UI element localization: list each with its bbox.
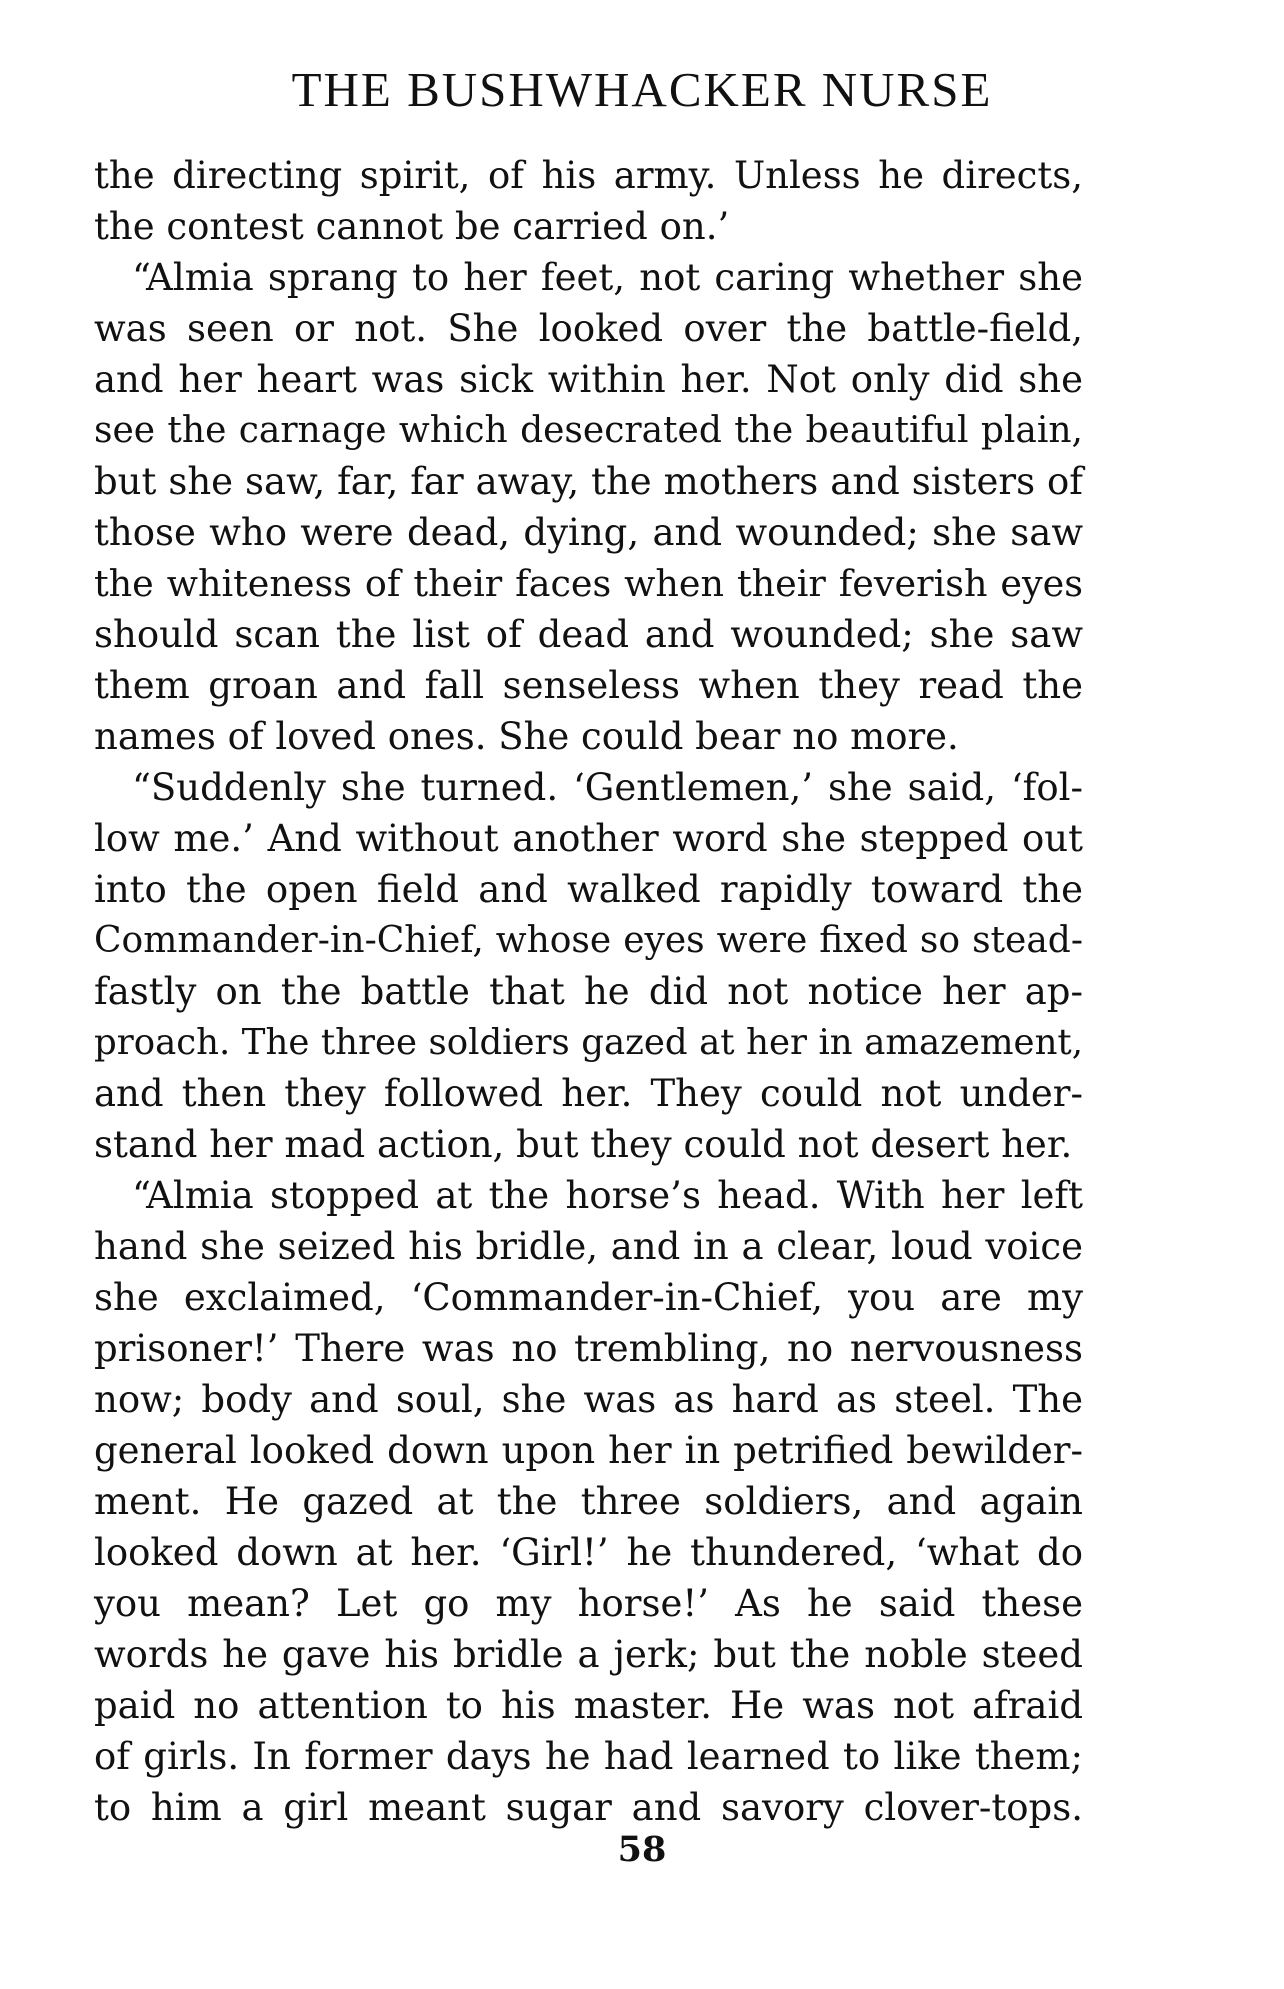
text-line: general looked down upon her in petrified bewilder-	[94, 1429, 1083, 1472]
text-line: ment. He gazed at the three soldiers, and again	[94, 1480, 1083, 1523]
text-line: “Almia stopped at the horse’s head. With her left	[132, 1174, 1083, 1217]
text-line: hand she seized his bridle, and in a clear, loud voice	[94, 1225, 1083, 1268]
text-line: the directing spirit, of his army. Unless he directs,	[94, 154, 1083, 197]
text-line: looked down at her. ‘Girl!’ he thundered, ‘what do	[94, 1531, 1083, 1574]
text-line: see the carnage which desecrated the beautiful plain,	[94, 410, 1083, 451]
text-line: you mean? Let go my horse!’ As he said these	[94, 1582, 1083, 1625]
text-line: was seen or not. She looked over the battle-field,	[94, 307, 1083, 350]
text-line: of girls. In former days he had learned to like them;	[94, 1735, 1083, 1778]
text-line: should scan the list of dead and wounded; she saw	[94, 613, 1083, 656]
text-line: fastly on the battle that he did not notice her ap-	[94, 970, 1083, 1013]
text-line: Commander-in-Chief, whose eyes were fixed so stead-	[94, 920, 1083, 961]
text-line: those who were dead, dying, and wounded; she saw	[94, 511, 1083, 554]
text-line: names of loved ones. She could bear no more.	[94, 715, 959, 758]
text-line: the contest cannot be carried on.’	[94, 205, 730, 248]
text-line: stand her mad action, but they could not desert her.	[94, 1123, 1073, 1166]
text-line: them groan and fall senseless when they read the	[94, 664, 1083, 707]
text-line: now; body and soul, she was as hard as steel. The	[94, 1378, 1083, 1421]
text-line: words he gave his bridle a jerk; but the noble steed	[94, 1633, 1083, 1676]
text-line: to him a girl meant sugar and savory clover-tops.	[94, 1786, 1083, 1829]
text-line: and her heart was sick within her. Not only did she	[94, 358, 1083, 401]
body-text	[94, 150, 1083, 1833]
page-number: 58	[617, 1829, 667, 1870]
text-line: “Suddenly she turned. ‘Gentlemen,’ she said, ‘fol-	[132, 766, 1083, 809]
text-line: she exclaimed, ‘Commander-in-Chief, you are my	[94, 1276, 1083, 1319]
text-line: prisoner!’ There was no trembling, no nervousness	[94, 1327, 1083, 1370]
text-line: into the open field and walked rapidly toward the	[94, 868, 1083, 911]
text-line: paid no attention to his master. He was not afraid	[94, 1684, 1083, 1727]
running-head: THE BUSHWHACKER NURSE	[291, 62, 993, 117]
text-line: proach. The three soldiers gazed at her in amazement,	[94, 1022, 1083, 1063]
text-line: “Almia sprang to her feet, not caring whether she	[132, 256, 1083, 299]
text-line: and then they followed her. They could not under-	[94, 1072, 1083, 1115]
text-line: but she saw, far, far away, the mothers and sisters of	[94, 460, 1083, 503]
text-line: low me.’ And without another word she stepped out	[94, 817, 1083, 860]
text-line: the whiteness of their faces when their feverish eyes	[94, 562, 1083, 605]
